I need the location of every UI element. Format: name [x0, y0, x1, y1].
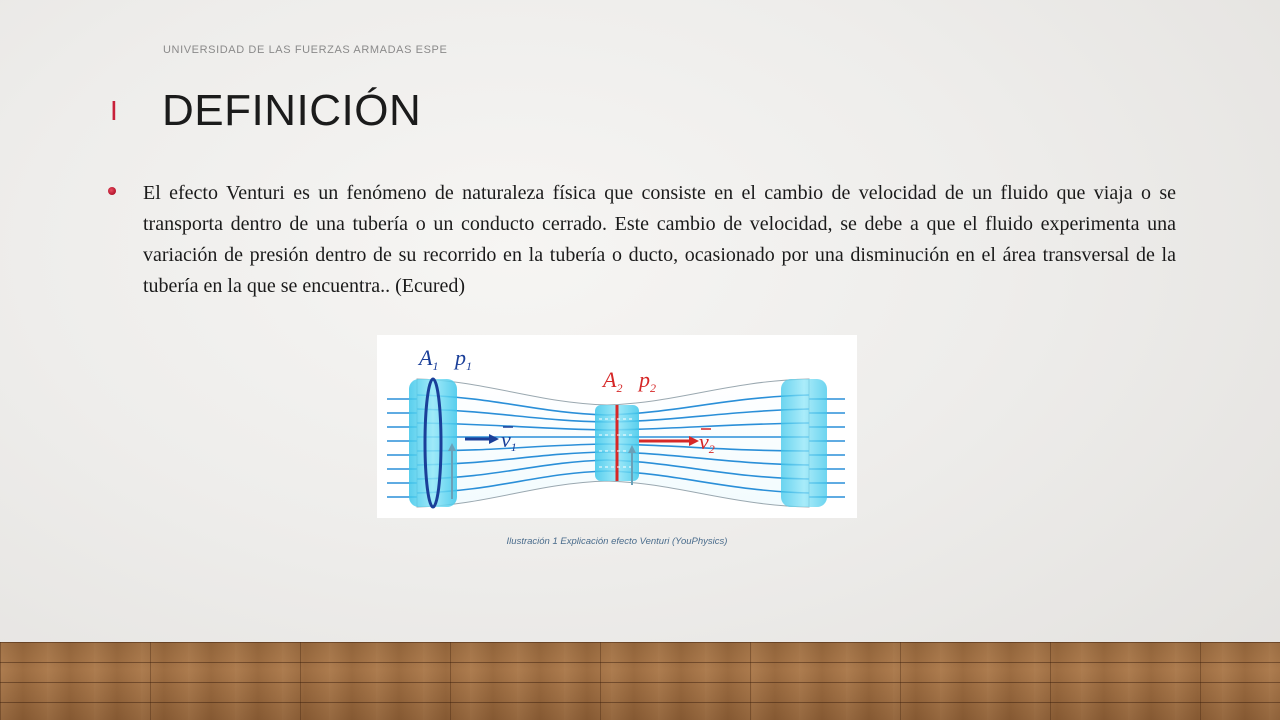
wood-floor — [0, 642, 1280, 720]
label-v2: v2 — [699, 429, 715, 456]
label-v1: v1 — [501, 427, 517, 454]
header-organization: UNIVERSIDAD DE LAS FUERZAS ARMADAS ESPE — [163, 44, 448, 56]
title-text: DEFINICIÓN — [162, 86, 422, 135]
label-pressure2: $p_2$ — [639, 367, 656, 395]
right-section — [781, 379, 827, 507]
label-pressure1: $p_1$ — [455, 345, 472, 373]
figure-caption: Ilustración 1 Explicación efecto Venturi (YouPhysics) — [506, 536, 728, 547]
venturi-diagram — [377, 335, 857, 518]
definition-paragraph: El efecto Venturi es un fenómeno de naturaleza física que consiste en el cambio de velocidad de un fluido que viaja o se transporta dentro de una tubería o un conducto cerrado. Este cambio de velocidad, se debe a que el fluido experimenta una variación de presión dentro de su recorrido en la tubería o ducto, ocasionado por una disminución en el área transversal de la tubería en la que se encuentra.. (Ecured) — [143, 182, 1176, 297]
label-area1: $A_1$ — [419, 345, 439, 373]
venturi-illustration — [377, 335, 857, 518]
bullet-icon — [108, 187, 116, 195]
left-section — [409, 379, 457, 507]
label-area2: $A_2$ — [603, 367, 623, 395]
bullet-item — [108, 178, 1176, 302]
title-marker: I — [110, 95, 118, 126]
